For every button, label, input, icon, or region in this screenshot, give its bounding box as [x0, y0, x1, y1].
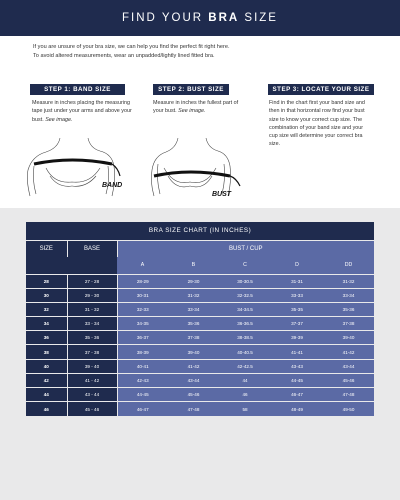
cup-cell: 47-48 [323, 388, 374, 402]
table-row [26, 274, 374, 288]
cup-cell: 44-45 [117, 388, 168, 402]
cup-cell: 34-35 [117, 317, 168, 331]
step-3-text: Find in the chart first your band size and then in that horizontal row find your bust size to know your correct cup size. The combination of your band size and your cup size will determine your correct bra size. [269, 100, 365, 148]
cup-cell: 46-47 [271, 388, 323, 402]
cup-cell: 42-43 [117, 373, 168, 387]
cup-cell: 47-48 [168, 402, 219, 416]
cup-header-c: C [219, 257, 271, 274]
table-row [26, 402, 374, 416]
table-row [26, 388, 374, 402]
blank-header-cell [26, 257, 67, 274]
base-cell: 43 - 44 [67, 388, 117, 402]
band-measure-illustration [20, 136, 130, 198]
cup-cell: 38-39 [117, 345, 168, 359]
base-cell: 35 - 36 [67, 331, 117, 345]
cup-cell: 36-37 [117, 331, 168, 345]
step-2-heading: STEP 2: BUST SIZE [153, 84, 229, 95]
cup-cell: 42-42.5 [219, 359, 271, 373]
blank-header-cell [67, 257, 117, 274]
bra-size-chart [26, 222, 374, 416]
cup-cell: 41-42 [323, 345, 374, 359]
chart-title: BRA SIZE CHART (IN INCHES) [26, 222, 374, 240]
cup-header-dd: DD [323, 257, 374, 274]
size-cell: 28 [26, 274, 67, 288]
step-2-text [153, 99, 239, 116]
step-2-see-image: See image. [178, 108, 206, 115]
base-cell: 31 - 32 [67, 302, 117, 316]
base-cell: 27 - 28 [67, 274, 117, 288]
size-cell: 32 [26, 302, 67, 316]
cup-cell: 37-38 [168, 331, 219, 345]
cup-cell: 29-30 [168, 274, 219, 288]
intro-line-2: To avoid altered measurements, wear an unpadded/lightly lined fitted bra. [33, 53, 215, 59]
cup-cell: 32-33 [117, 302, 168, 316]
size-column-header: SIZE [26, 240, 67, 257]
bust-measure-illustration [148, 136, 248, 198]
size-cell: 46 [26, 402, 67, 416]
intro-text [33, 43, 373, 61]
size-cell: 34 [26, 317, 67, 331]
cup-cell: 41-42 [168, 359, 219, 373]
size-cell: 38 [26, 345, 67, 359]
cup-cell: 33-33 [271, 288, 323, 302]
table-row [26, 359, 374, 373]
cup-cell: 36-36.5 [219, 317, 271, 331]
base-cell: 33 - 34 [67, 317, 117, 331]
cup-cell: 40-41 [117, 359, 168, 373]
size-cell: 42 [26, 373, 67, 387]
table-row [26, 331, 374, 345]
cup-cell: 30-31 [117, 288, 168, 302]
chart-body [26, 274, 374, 416]
step-3-heading: STEP 3: LOCATE YOUR SIZE [268, 84, 374, 95]
table-row [26, 302, 374, 316]
size-cell: 36 [26, 331, 67, 345]
cup-cell: 30-30.5 [219, 274, 271, 288]
cup-header-d: D [271, 257, 323, 274]
band-sketch-label: BAND [102, 182, 123, 189]
step-1-heading: STEP 1: BAND SIZE [30, 84, 125, 95]
size-cell: 30 [26, 288, 67, 302]
cup-cell: 38-38.5 [219, 331, 271, 345]
cup-cell: 41-41 [271, 345, 323, 359]
cup-cell: 28-29 [117, 274, 168, 288]
cup-cell: 43-44 [168, 373, 219, 387]
cup-cell: 40-40.5 [219, 345, 271, 359]
cup-cell: 35-36 [168, 317, 219, 331]
cup-cell: 48-49 [271, 402, 323, 416]
cup-cell: 46 [219, 388, 271, 402]
table-row [26, 373, 374, 387]
cup-cell: 39-39 [271, 331, 323, 345]
bust-cup-header: BUST / CUP [117, 240, 374, 257]
cup-cell: 44-45 [271, 373, 323, 387]
cup-cell: 33-34 [323, 288, 374, 302]
intro-line-1: If you are unsure of your bra size, we can help you find the perfect fit right here. [33, 44, 230, 50]
cup-cell: 43-44 [323, 359, 374, 373]
cup-cell: 43-43 [271, 359, 323, 373]
cup-cell: 32-32.5 [219, 288, 271, 302]
table-row [26, 345, 374, 359]
page-title [0, 0, 400, 36]
base-cell: 41 - 42 [67, 373, 117, 387]
cup-cell: 33-34 [168, 302, 219, 316]
step-1-text [32, 99, 132, 124]
cup-cell: 46-47 [117, 402, 168, 416]
cup-cell: 31-32 [323, 274, 374, 288]
base-cell: 39 - 40 [67, 359, 117, 373]
title-suffix: SIZE [239, 12, 278, 24]
step-2-body: Measure in inches the fullest part of your bust. [153, 100, 239, 115]
cup-cell: 35-35 [271, 302, 323, 316]
title-prefix: FIND YOUR [122, 12, 209, 24]
cup-cell: 45-46 [168, 388, 219, 402]
table-row [26, 317, 374, 331]
cup-header-a: A [117, 257, 168, 274]
cup-cell: 34-34.5 [219, 302, 271, 316]
table-row [26, 288, 374, 302]
cup-cell: 35-36 [323, 302, 374, 316]
base-cell: 37 - 38 [67, 345, 117, 359]
base-cell: 29 - 30 [67, 288, 117, 302]
cup-cell: 31-31 [271, 274, 323, 288]
cup-cell: 39-40 [323, 331, 374, 345]
bust-sketch-label: BUST [212, 191, 232, 198]
cup-cell: 44 [219, 373, 271, 387]
base-column-header: BASE [67, 240, 117, 257]
step-1-body: Measure in inches placing the measuring tape just under your arms and above your bust. [32, 100, 132, 123]
title-bold: BRA [208, 12, 240, 24]
cup-header-b: B [168, 257, 219, 274]
cup-cell: 58 [219, 402, 271, 416]
cup-cell: 37-37 [271, 317, 323, 331]
cup-cell: 39-40 [168, 345, 219, 359]
cup-cell: 45-46 [323, 373, 374, 387]
cup-cell: 31-32 [168, 288, 219, 302]
size-cell: 44 [26, 388, 67, 402]
base-cell: 45 - 46 [67, 402, 117, 416]
cup-cell: 49-50 [323, 402, 374, 416]
cup-cell: 37-38 [323, 317, 374, 331]
size-cell: 40 [26, 359, 67, 373]
step-1-see-image: See image. [45, 116, 73, 123]
